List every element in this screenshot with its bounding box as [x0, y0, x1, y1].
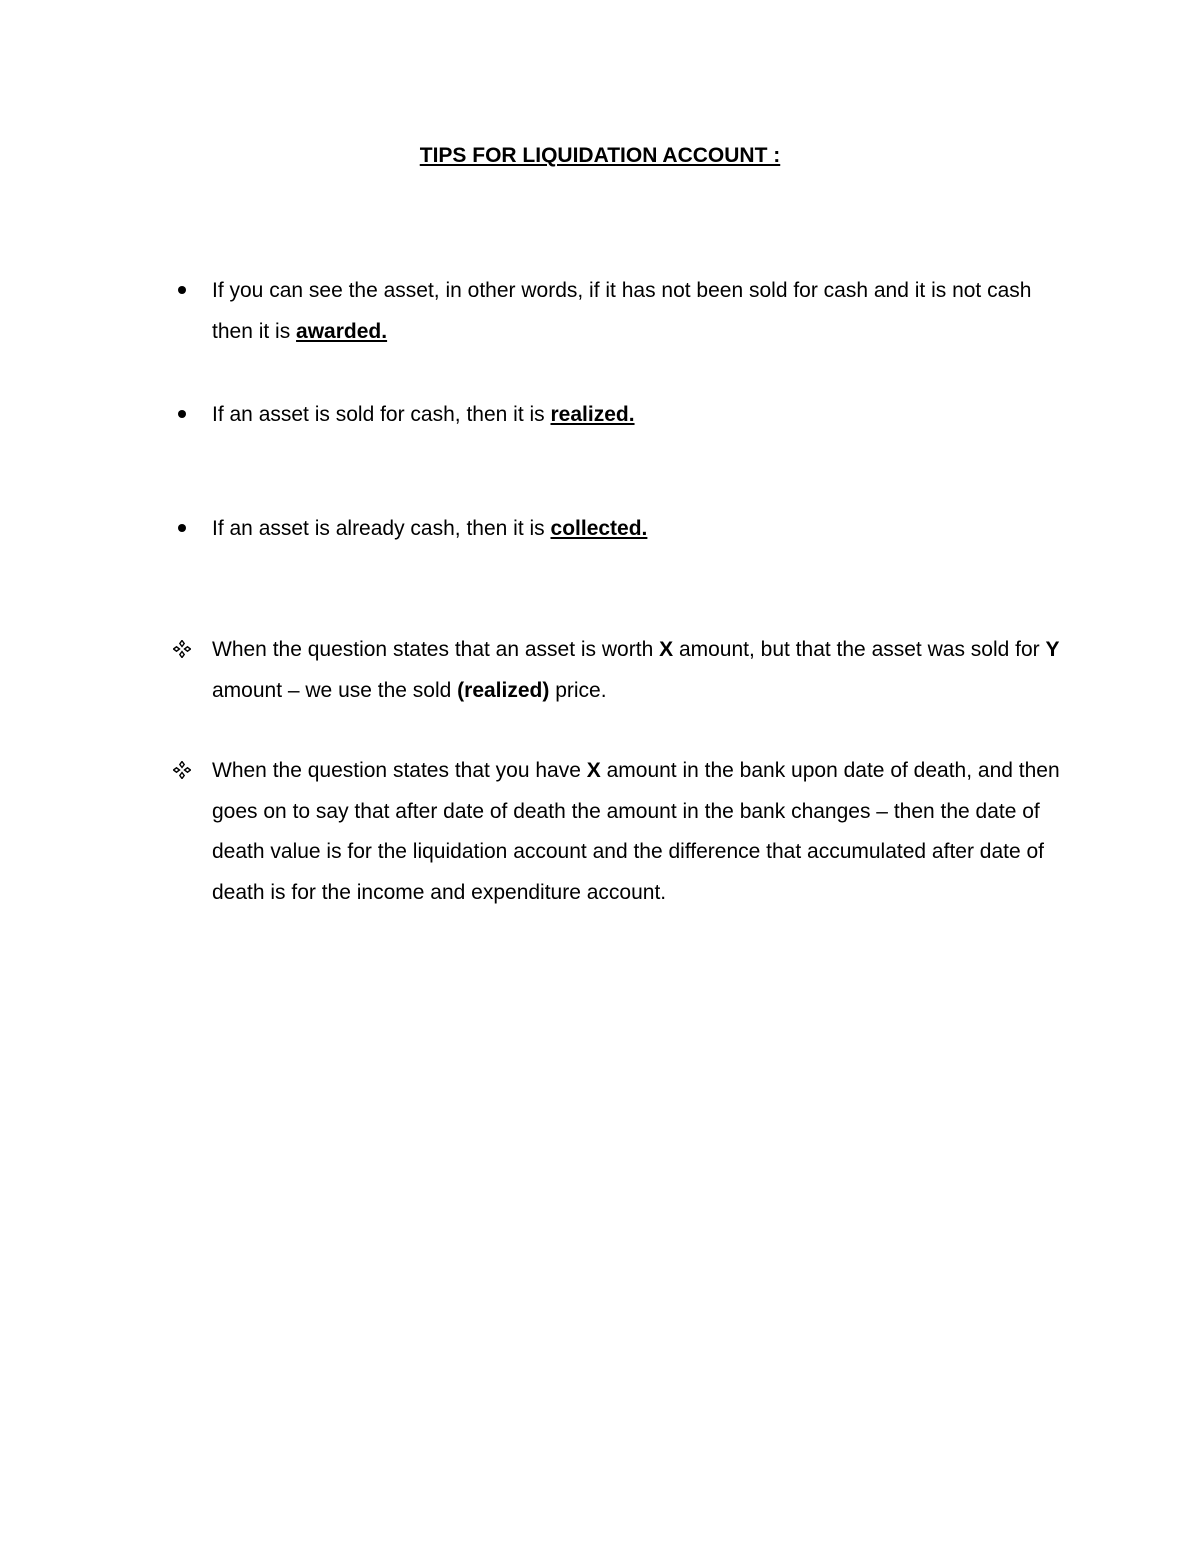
note-text: When the question states that an asset is worth — [212, 638, 660, 661]
note-text: amount in the bank upon date of death, and then goes on to say that after date of death the amount in the bank changes – then the date of death value is for the liquidation account and the difference that accumulated after date of death is for the income and expenditure account. — [212, 759, 1060, 904]
note-text: price. — [549, 678, 607, 702]
list-item — [212, 271, 1072, 352]
note-text: amount, but that the asset was sold for — [673, 638, 1046, 661]
item-text: If an asset is sold for cash, then it is — [212, 403, 551, 426]
bullet-dot-icon — [172, 271, 192, 312]
page-title: TIPS FOR LIQUIDATION ACCOUNT : — [419, 144, 781, 167]
item-text: If an asset is already cash, then it is — [212, 517, 551, 540]
note-text: amount – we use the sold — [212, 678, 458, 702]
note-bold: (realized) — [457, 678, 550, 702]
list-item — [212, 395, 1072, 436]
list-item — [212, 509, 1072, 550]
item-keyword: realized. — [550, 403, 635, 426]
bullet-dot-icon — [172, 509, 192, 550]
list-item — [212, 751, 1072, 913]
note-text: When the question states that you have — [212, 759, 587, 782]
four-diamond-icon — [172, 751, 192, 792]
note-bold: Y — [1045, 638, 1060, 661]
four-diamond-icon — [172, 630, 192, 671]
bullet-dot-icon — [172, 395, 192, 436]
note-bold: X — [659, 638, 674, 661]
list-item — [212, 630, 1072, 711]
note-bold: X — [586, 759, 601, 782]
item-text: If you can see the asset, in other words, if it has not been sold for cash and it is not cash then it is — [212, 279, 1032, 343]
item-keyword: awarded. — [296, 319, 388, 343]
item-keyword: collected. — [550, 517, 648, 540]
